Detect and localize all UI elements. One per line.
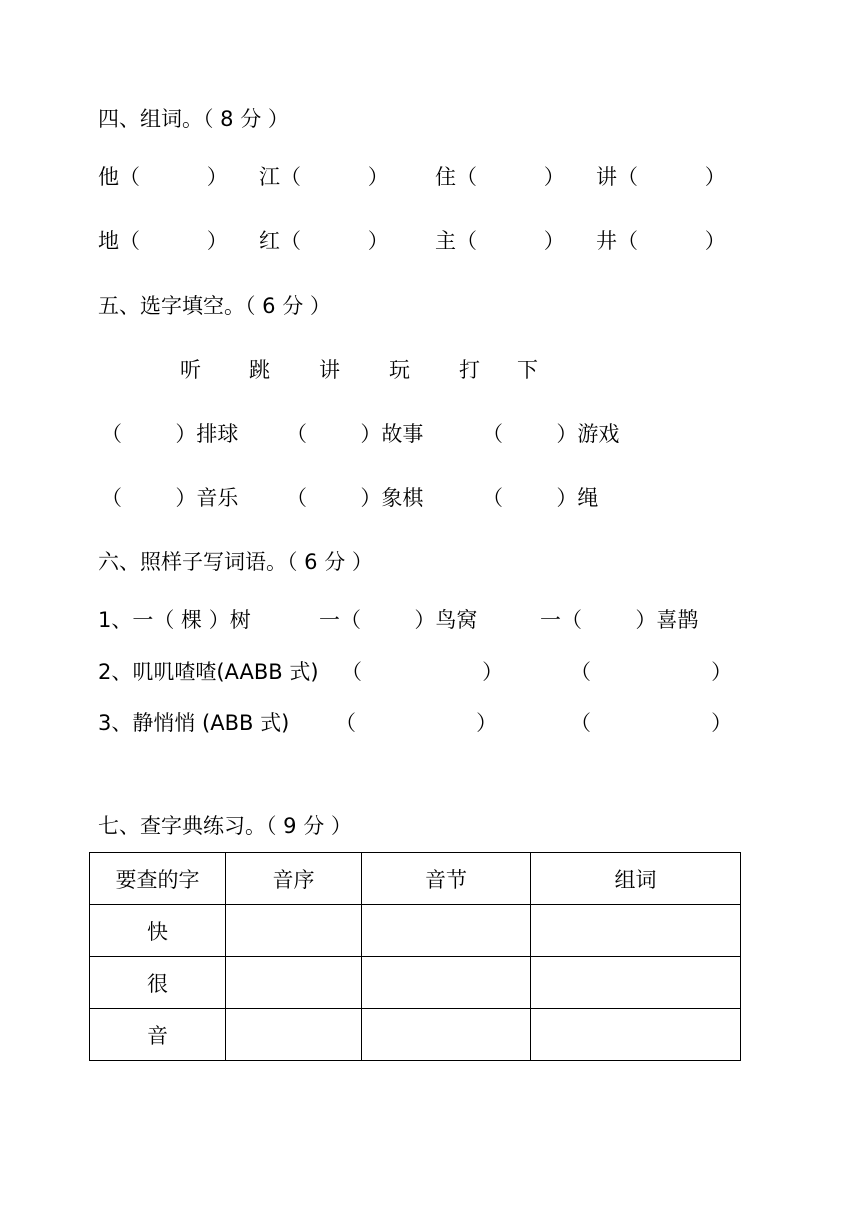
word-item: 江（ ）: [259, 165, 389, 189]
word-item: 主（ ）: [435, 229, 565, 253]
table-row: [90, 957, 741, 1009]
word-item: 讲（ ）: [596, 165, 726, 189]
choice-char: 讲: [319, 358, 340, 382]
answer-cell[interactable]: [226, 905, 362, 957]
fill-item: （ ）排球: [101, 422, 239, 446]
section-5-title: 五、选字填空。（ 6 分 ）: [98, 294, 331, 318]
fill-item: （ ）象棋: [286, 486, 424, 510]
section-7-title: 七、查字典练习。（ 9 分 ）: [98, 814, 352, 838]
example-item: 一（ ）鸟窝: [319, 608, 478, 632]
fill-item: （ ）绳: [482, 486, 599, 510]
table-row: [90, 1009, 741, 1061]
word-item: 住（ ）: [435, 165, 565, 189]
answer-cell[interactable]: [362, 957, 531, 1009]
fill-item: （ ）游戏: [482, 422, 620, 446]
fill-item: （ ）音乐: [101, 486, 239, 510]
word-item: 井（ ）: [596, 229, 726, 253]
word-item: 地（ ）: [98, 229, 228, 253]
answer-cell[interactable]: [531, 905, 741, 957]
word-item: 红（ ）: [259, 229, 389, 253]
pattern-prefix: 3、静悄悄 (ABB 式): [98, 711, 290, 735]
answer-cell[interactable]: [226, 1009, 362, 1061]
answer-blank: （ ）: [341, 660, 504, 684]
answer-cell[interactable]: [362, 1009, 531, 1061]
dictionary-table: [89, 852, 741, 1061]
answer-blank: （ ）: [570, 711, 733, 735]
table-header: 音序: [226, 853, 362, 905]
answer-cell[interactable]: [531, 957, 741, 1009]
choice-char: 下: [517, 358, 538, 382]
lookup-char: 很: [90, 957, 226, 1009]
choice-char: 玩: [389, 358, 410, 382]
answer-cell[interactable]: [226, 957, 362, 1009]
section-6-title: 六、照样子写词语。（ 6 分 ）: [98, 550, 373, 574]
answer-cell[interactable]: [362, 905, 531, 957]
table-header-row: [90, 853, 741, 905]
choice-char: 跳: [249, 358, 270, 382]
word-item: 他（ ）: [98, 165, 228, 189]
choice-char: 打: [459, 358, 480, 382]
fill-item: （ ）故事: [286, 422, 424, 446]
answer-cell[interactable]: [531, 1009, 741, 1061]
table-header: 要查的字: [90, 853, 226, 905]
table-row: [90, 905, 741, 957]
lookup-char: 音: [90, 1009, 226, 1061]
example-item: 1、一（ 棵 ）树: [98, 608, 251, 632]
pattern-prefix: 2、叽叽喳喳(AABB 式): [98, 660, 319, 684]
lookup-char: 快: [90, 905, 226, 957]
choice-char: 听: [180, 358, 201, 382]
answer-blank: （ ）: [570, 660, 733, 684]
table-header: 组词: [531, 853, 741, 905]
answer-blank: （ ）: [335, 711, 498, 735]
table-header: 音节: [362, 853, 531, 905]
section-4-title: 四、组词。（ 8 分 ）: [98, 107, 289, 131]
example-item: 一（ ）喜鹊: [540, 608, 699, 632]
